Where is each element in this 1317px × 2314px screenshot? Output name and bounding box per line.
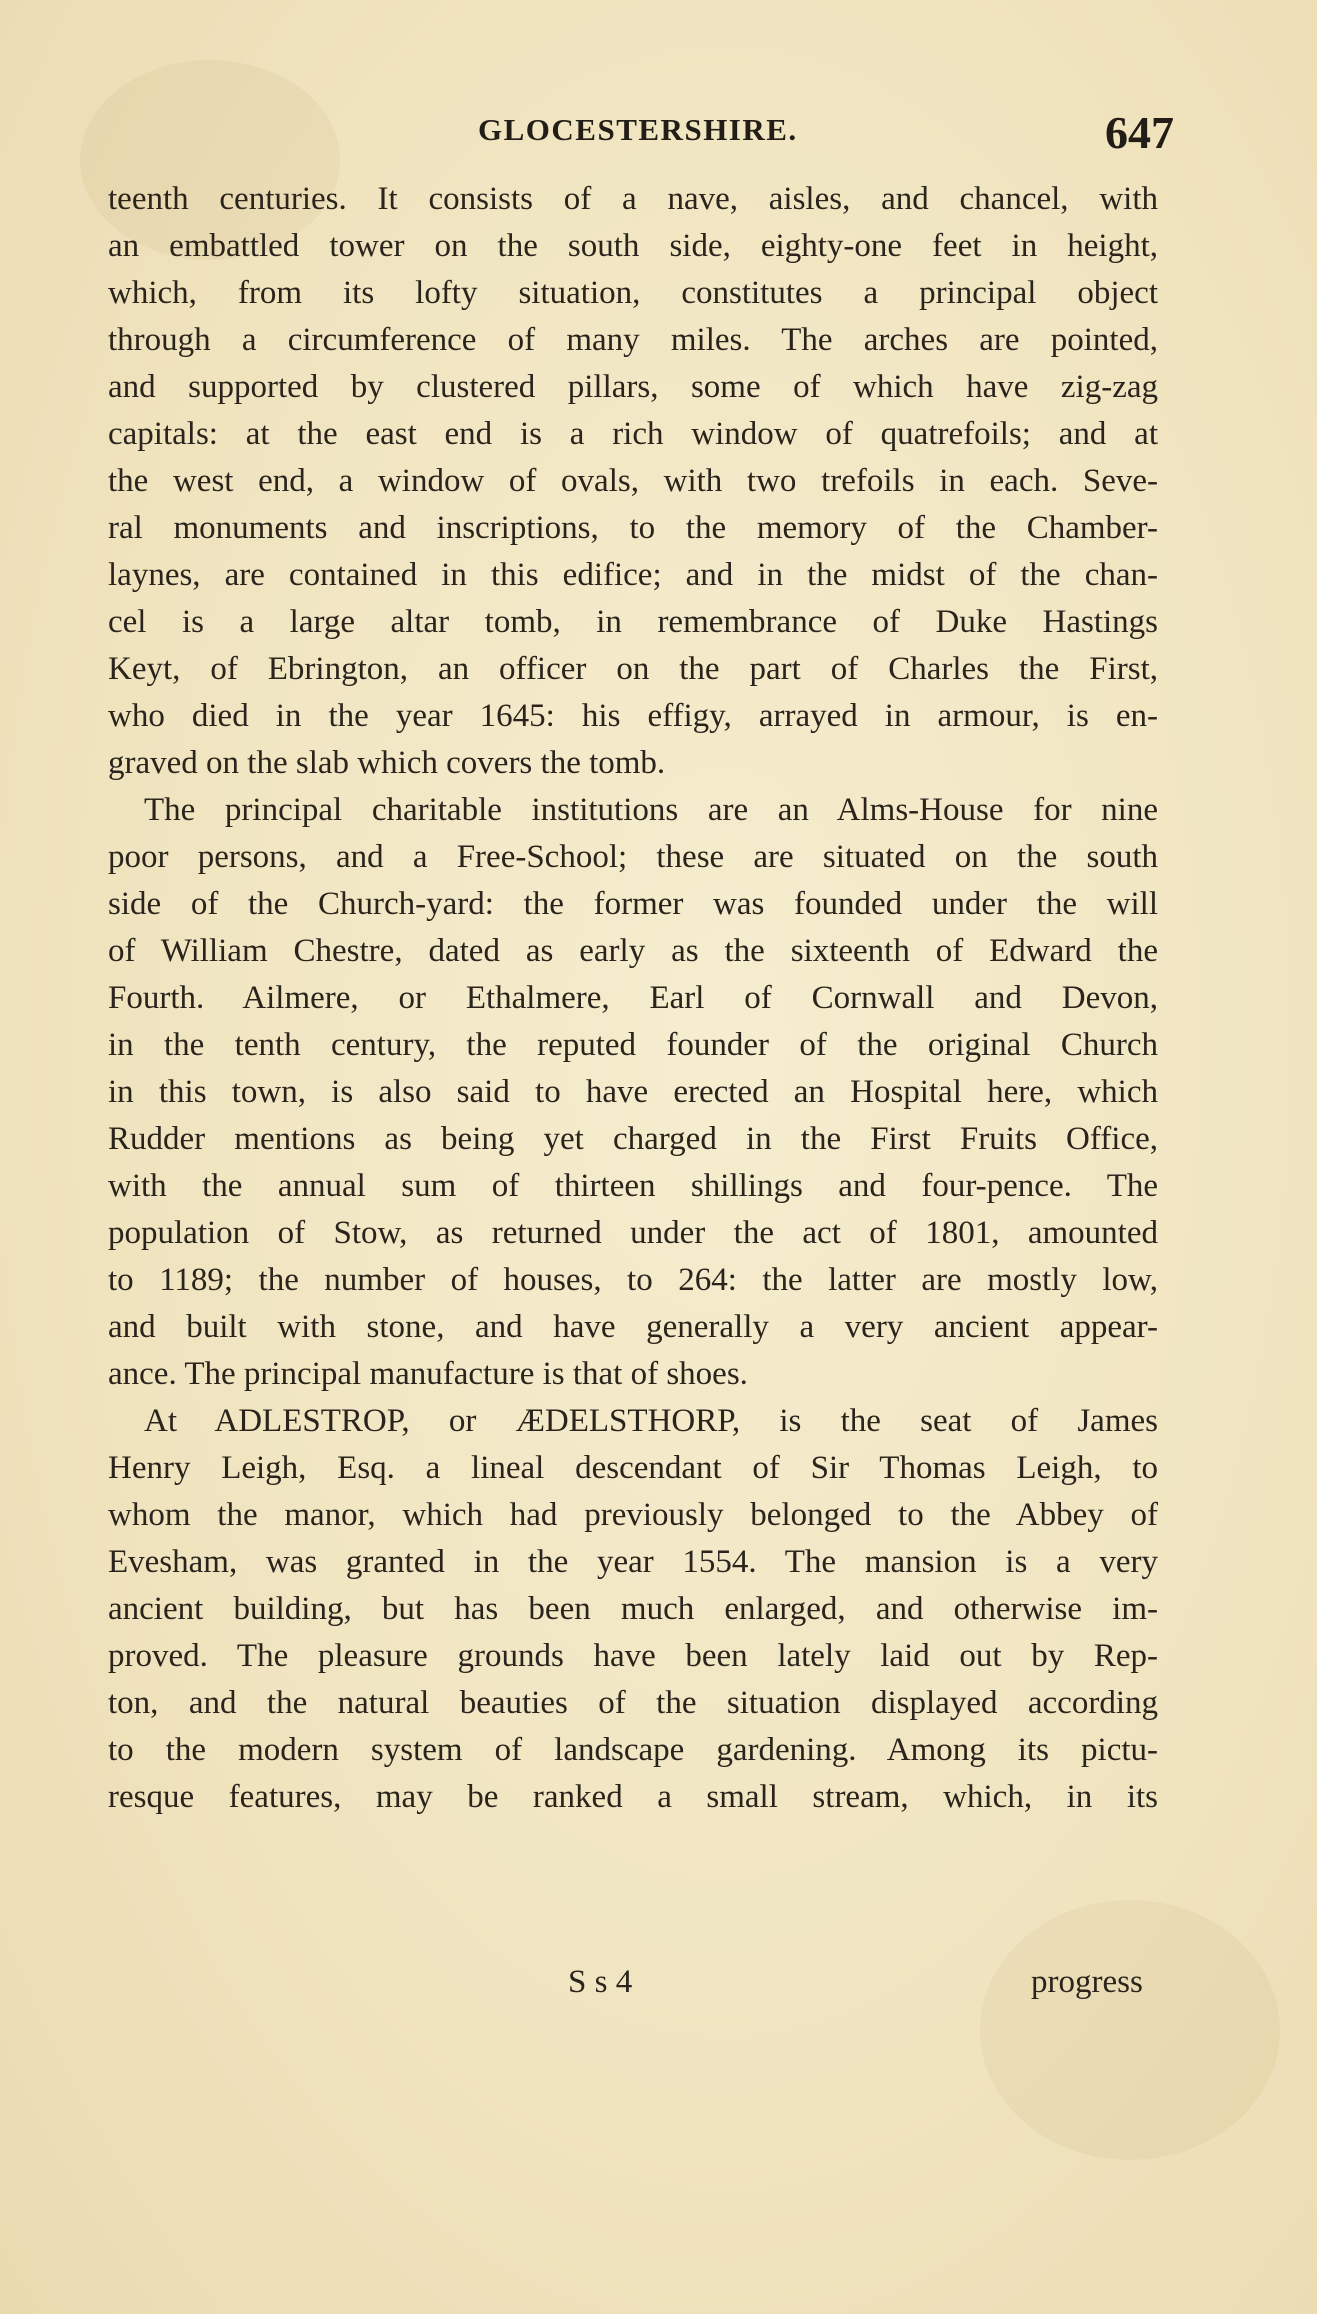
text-line: teenth centuries. It consists of a nave, aisles, and chancel, with: [108, 181, 1158, 217]
text-line: side of the Church-yard: the former was founded under the will: [108, 886, 1158, 922]
text-line: ancient building, but has been much enlarged, and otherwise im-: [108, 1591, 1158, 1627]
text-line: who died in the year 1645: his effigy, arrayed in armour, is en-: [108, 698, 1158, 734]
text-line: graved on the slab which covers the tomb.: [108, 745, 666, 781]
text-line: and supported by clustered pillars, some of which have zig-zag: [108, 369, 1158, 405]
text-line: capitals: at the east end is a rich window of quatrefoils; and at: [108, 416, 1158, 452]
text-line: At ADLESTROP, or ÆDELSTHORP, is the seat of James: [144, 1403, 1158, 1439]
text-line: resque features, may be ranked a small stream, which, in its: [108, 1779, 1158, 1815]
text-line: Fourth. Ailmere, or Ethalmere, Earl of Cornwall and Devon,: [108, 980, 1158, 1016]
text-line: laynes, are contained in this edifice; and in the midst of the chan-: [108, 557, 1158, 593]
text-line: population of Stow, as returned under the act of 1801, amounted: [108, 1215, 1158, 1251]
text-line: and built with stone, and have generally a very ancient appear-: [108, 1309, 1158, 1345]
text-line: whom the manor, which had previously belonged to the Abbey of: [108, 1497, 1158, 1533]
text-line: ance. The principal manufacture is that of shoes.: [108, 1356, 748, 1392]
text-line: Rudder mentions as being yet charged in the First Fruits Office,: [108, 1121, 1158, 1157]
page-number: 647: [1105, 107, 1174, 158]
text-line: poor persons, and a Free-School; these are situated on the south: [108, 839, 1158, 875]
text-line: through a circumference of many miles. The arches are pointed,: [108, 322, 1158, 358]
page-header: [0, 106, 1317, 166]
text-line: the west end, a window of ovals, with two trefoils in each. Seve-: [108, 463, 1158, 499]
text-line: The principal charitable institutions are an Alms-House for nine: [144, 792, 1158, 828]
text-line: Evesham, was granted in the year 1554. The mansion is a very: [108, 1544, 1158, 1580]
text-line: an embattled tower on the south side, eighty-one feet in height,: [108, 228, 1158, 264]
text-line: in this town, is also said to have erected an Hospital here, which: [108, 1074, 1158, 1110]
text-line: with the annual sum of thirteen shillings and four-pence. The: [108, 1168, 1158, 1204]
text-line: Keyt, of Ebrington, an officer on the part of Charles the First,: [108, 651, 1158, 687]
paper-stain: [980, 1900, 1280, 2160]
text-line: ton, and the natural beauties of the situation displayed according: [108, 1685, 1158, 1721]
text-line: to 1189; the number of houses, to 264: the latter are mostly low,: [108, 1262, 1158, 1298]
text-line: in the tenth century, the reputed founder of the original Church: [108, 1027, 1158, 1063]
body-text: [108, 176, 1158, 1821]
running-head: GLOCESTERSHIRE.: [478, 112, 798, 147]
page-footer: [0, 1964, 1317, 2014]
text-line: which, from its lofty situation, constitutes a principal object: [108, 275, 1158, 311]
text-line: of William Chestre, dated as early as the sixteenth of Edward the: [108, 933, 1158, 969]
catchword: progress: [1031, 1964, 1143, 2000]
text-line: ral monuments and inscriptions, to the memory of the Chamber-: [108, 510, 1158, 546]
signature-mark: S s 4: [568, 1964, 633, 2000]
text-line: cel is a large altar tomb, in remembrance of Duke Hastings: [108, 604, 1158, 640]
text-line: Henry Leigh, Esq. a lineal descendant of Sir Thomas Leigh, to: [108, 1450, 1158, 1486]
text-line: to the modern system of landscape gardening. Among its pictu-: [108, 1732, 1158, 1768]
text-line: proved. The pleasure grounds have been lately laid out by Rep-: [108, 1638, 1158, 1674]
